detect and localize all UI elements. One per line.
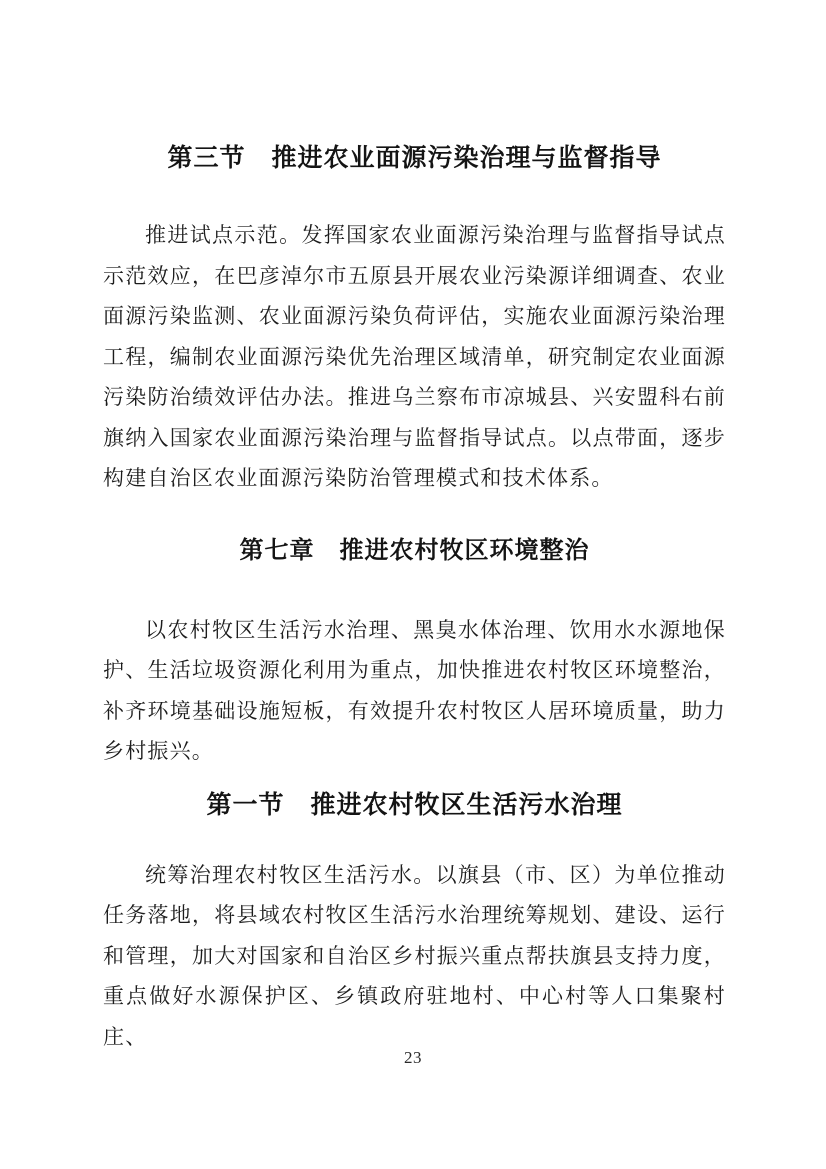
chapter-7-intro-paragraph: 以农村牧区生活污水治理、黑臭水体治理、饮用水水源地保护、生活垃圾资源化利用为重点，加快推进农村牧区环境整治，补齐环境基础设施短板，有效提升农村牧区人居环境质量，助力乡村振兴。 bbox=[103, 617, 726, 763]
section-3-heading: 第三节 推进农业面源污染治理与监督指导 bbox=[167, 145, 662, 172]
page-content bbox=[103, 0, 726, 1057]
section-1-paragraph: 统筹治理农村牧区生活污水。以旗县（市、区）为单位推动任务落地，将县域农村牧区生活污水治理统筹规划、建设、运行和管理，加大对国家和自治区乡村振兴重点帮扶旗县支持力度，重点做好水源保护区、乡镇政府驻地村、中心村等人口集聚村庄、 bbox=[103, 862, 726, 1049]
section-1-heading: 第一节 推进农村牧区生活污水治理 bbox=[206, 791, 623, 819]
page-number: 23 bbox=[404, 1048, 422, 1067]
section-3-paragraph: 推进试点示范。发挥国家农业面源污染治理与监督指导试点示范效应，在巴彦淖尔市五原县开展农业污染源详细调查、农业面源污染监测、农业面源污染负荷评估，实施农业面源污染治理工程，编制农业面源污染优先治理区域清单，研究制定农业面源污染防治绩效评估办法。推进乌兰察布市凉城县、兴安盟科右前旗纳入国家农业面源污染治理与监督指导试点。以点带面，逐步构建自治区农业面源污染防治管理模式和技术体系。 bbox=[103, 223, 726, 490]
page-footer bbox=[0, 1048, 826, 1068]
chapter-7-heading: 第七章 推进农村牧区环境整治 bbox=[239, 536, 590, 564]
